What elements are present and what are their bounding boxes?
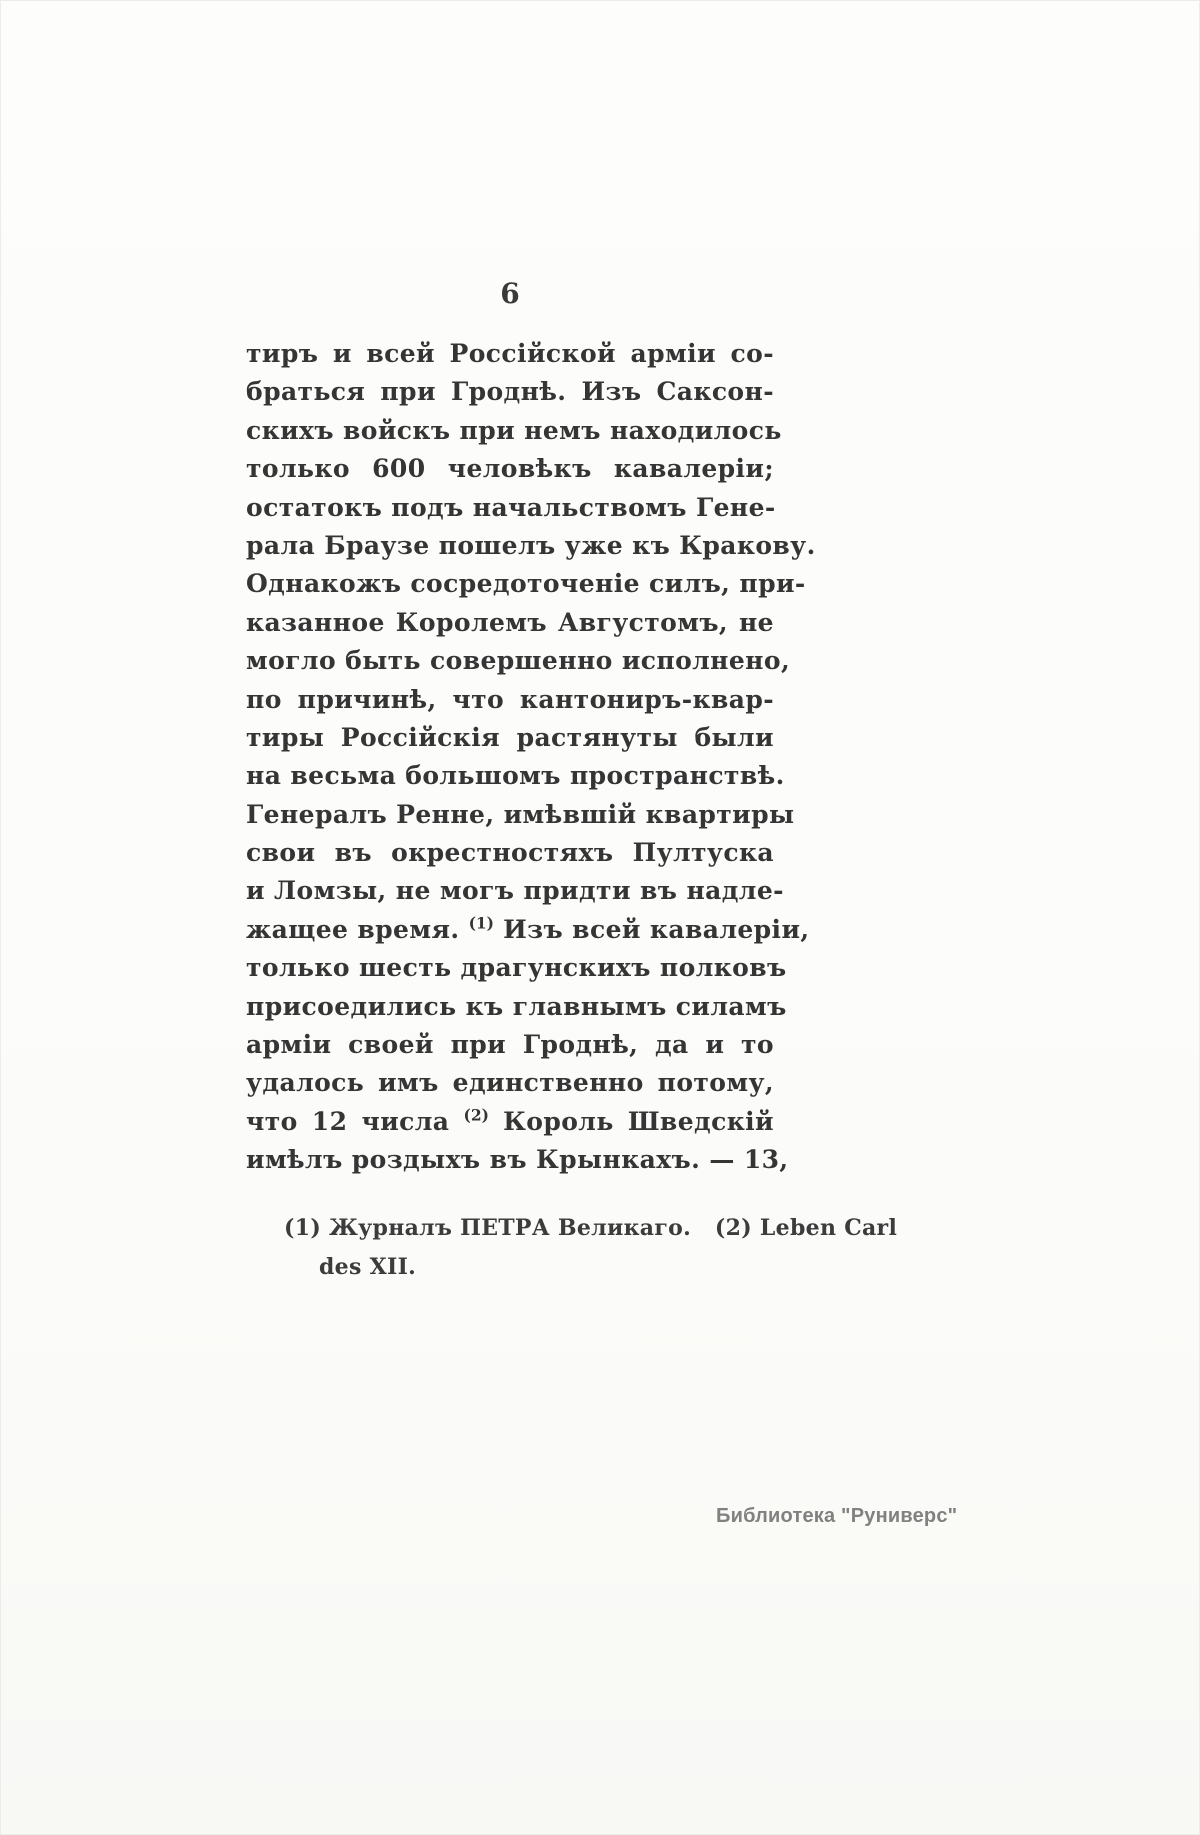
text-line: на весьма большомъ пространствѣ. [246,761,785,791]
text-line: Однакожъ сосредоточеніе силъ, при- [246,569,806,599]
text-line: могло быть совершенно исполнено, [246,646,791,676]
footnote-line: des XII. [319,1254,417,1280]
footnote-marker: (2) [463,1105,489,1125]
text-line: по причинѣ, что кантониръ-квар- [246,684,774,714]
text-line: тиры Россійскія растянуты были [246,722,774,752]
text-line: только 600 человѣкъ кавалеріи; [246,454,774,484]
text-line: и Ломзы, не могъ придти въ надле- [246,876,784,906]
text-line: арміи своей при Гроднѣ, да и то [246,1030,774,1060]
text-line: браться при Гроднѣ. Изъ Саксон- [246,377,774,407]
page-number: 6 [500,277,520,310]
library-watermark: Библиотека "Руниверс" [716,1505,958,1527]
text-line: жащее время. $^{(1)}$ Изъ всей кавалеріи, [246,913,810,944]
text-line: свои въ окрестностяхъ Пултуска [246,838,774,868]
body-text [246,335,816,1180]
footnote-line: (1) Журналъ ПЕТРА Великаго. (2) Leben Carl [284,1215,898,1241]
text-line: имѣлъ роздыхъ въ Крынкахъ. — 13, [246,1145,789,1175]
text-line: удалось имъ единственно потому, [246,1068,774,1098]
text-line: скихъ войскъ при немъ находилось [246,415,782,445]
text-line: остатокъ подъ начальствомъ Гене- [246,492,776,522]
text-line: Генералъ Ренне, имѣвшій квартиры [246,799,795,829]
text-line: присоедились къ главнымъ силамъ [246,991,787,1021]
text-line: казанное Королемъ Августомъ, не [246,607,774,637]
text-line: только шесть драгунскихъ полковъ [246,953,787,983]
text-line: тиръ и всей Россійской арміи со- [246,339,774,368]
text-line: что 12 числа $^{(2)}$ Король Шведскій [246,1105,774,1136]
text-line: рала Браузе пошелъ уже къ Кракову. [246,530,816,560]
footnote-marker: (1) [468,913,495,933]
